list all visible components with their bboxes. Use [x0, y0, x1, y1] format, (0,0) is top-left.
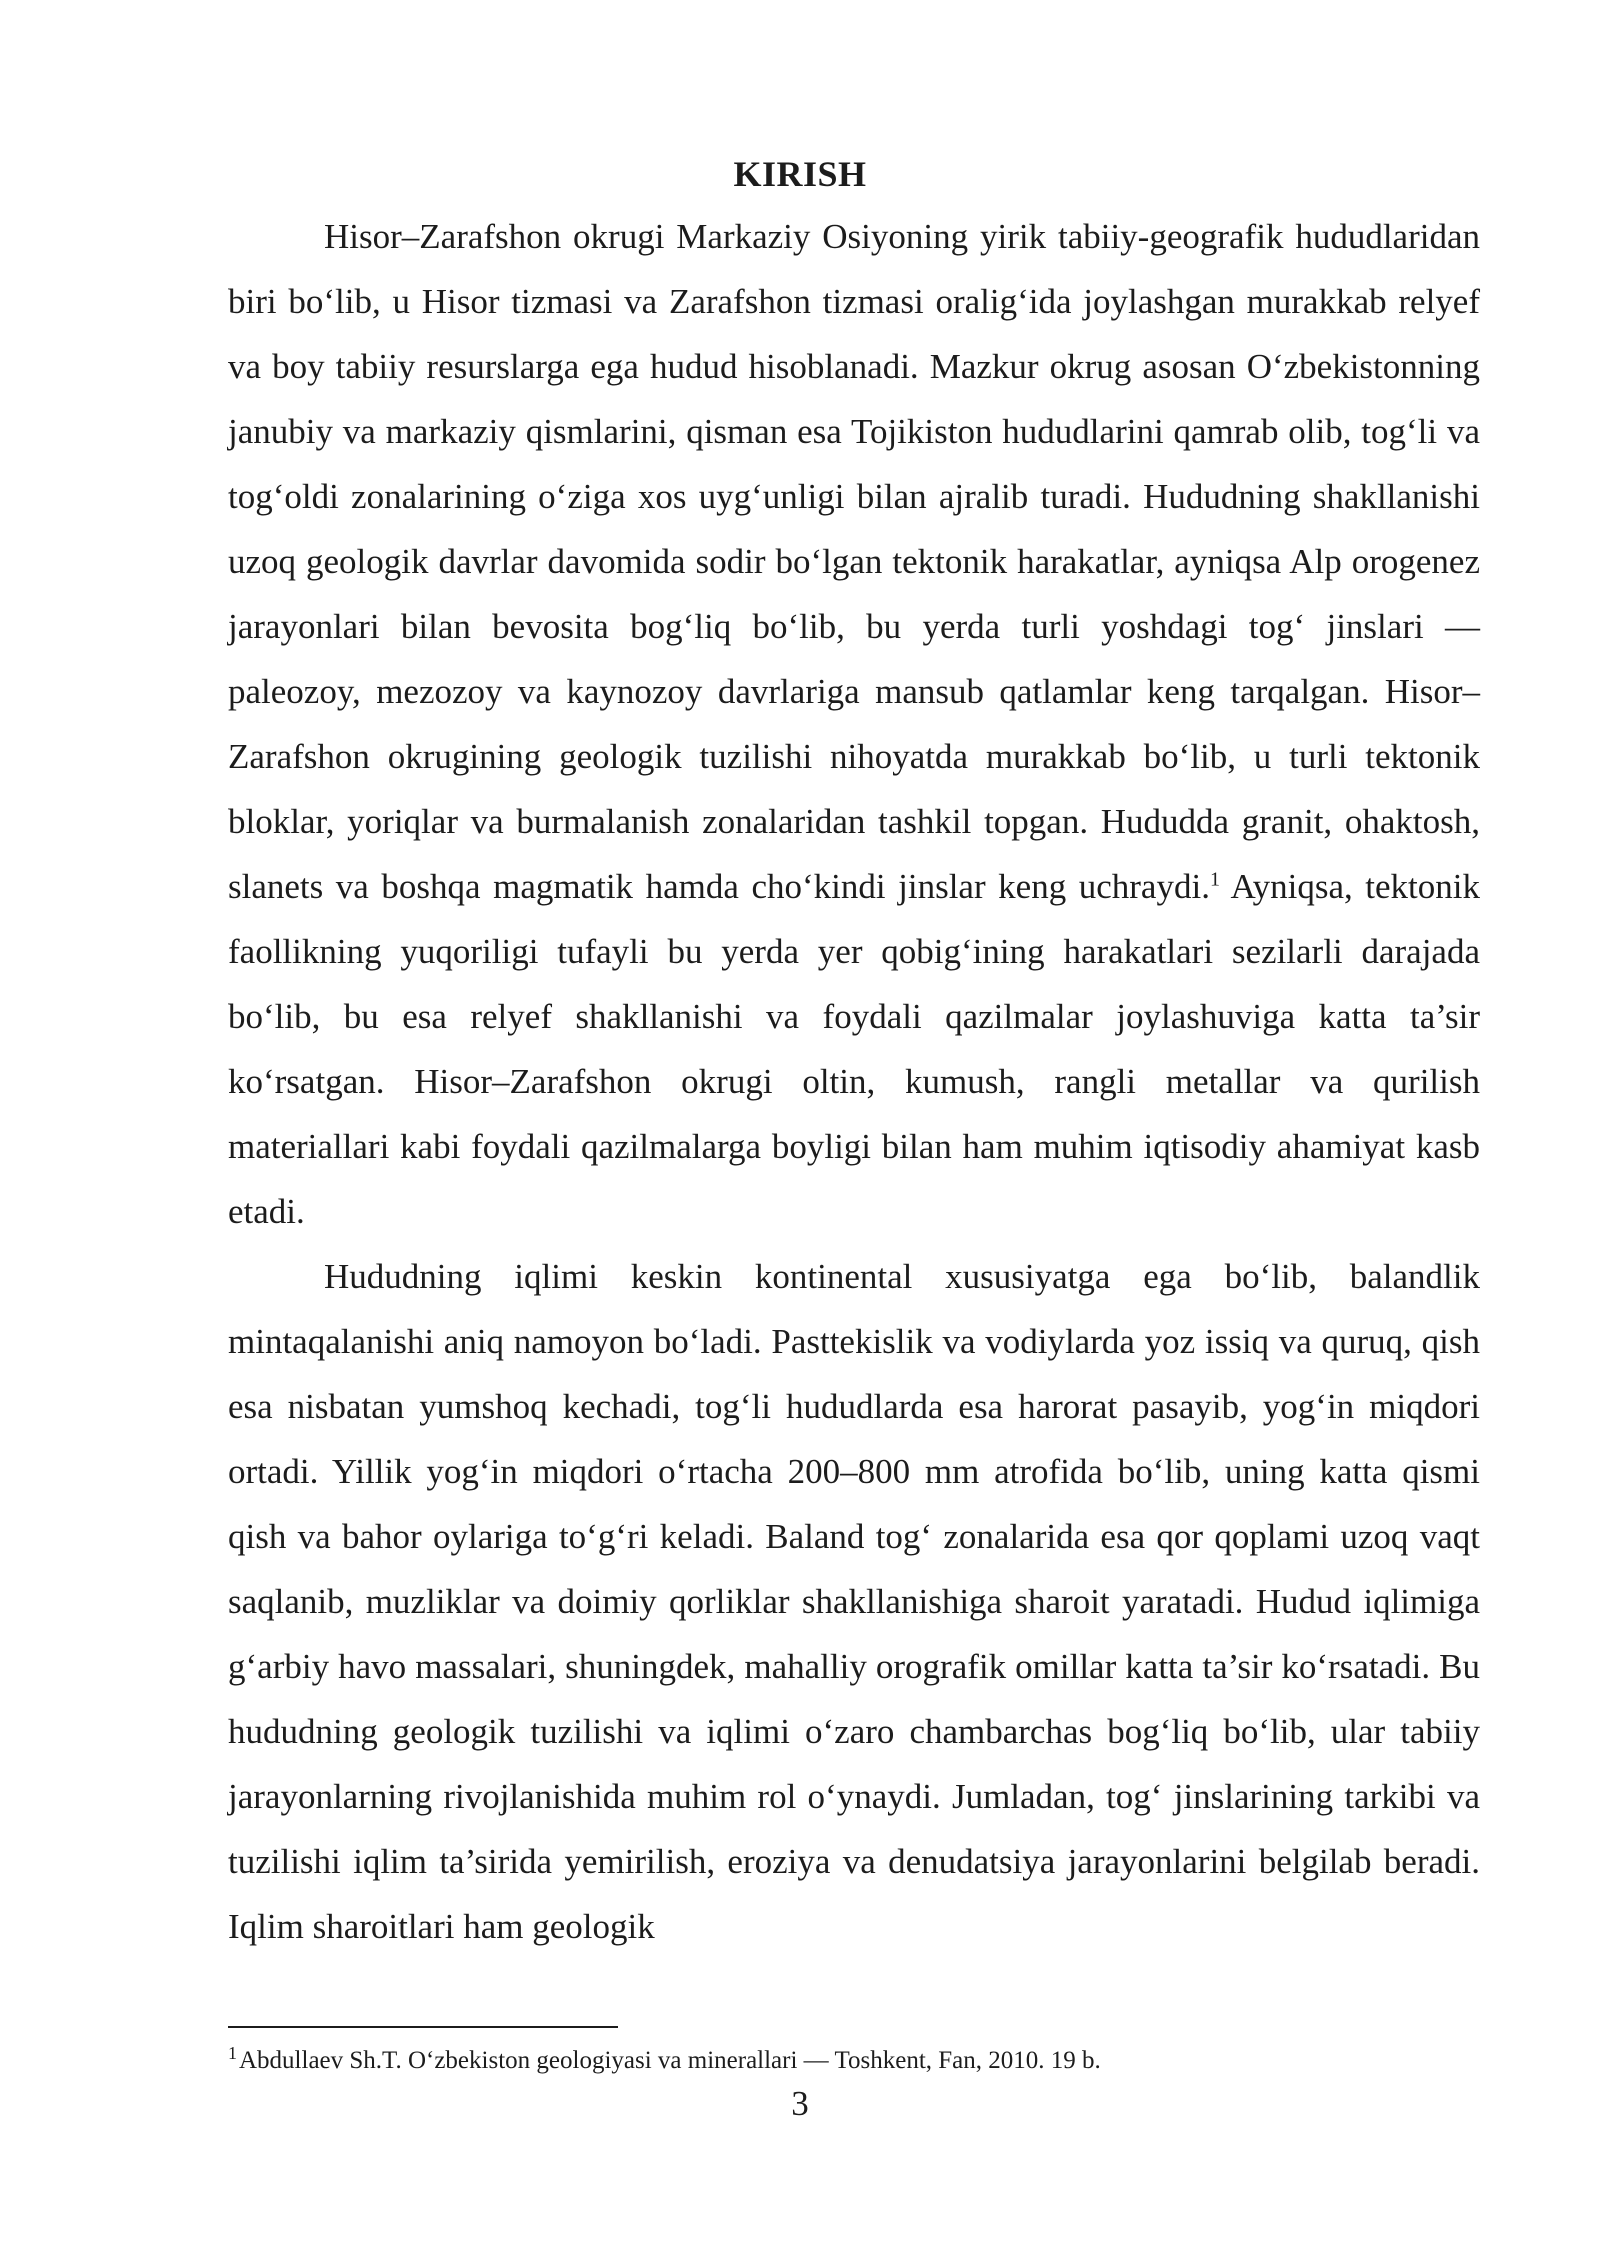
paragraph-1-text: Hisor–Zarafshon okrugi Markaziy Osiyoning yirik tabiiy-geografik hududlaridan biri bo‘lib, u Hisor tizmasi va Zarafshon tizmasi oralig‘ida joylashgan murakkab relyef va boy tabiiy resurslarga ega hudud hisoblanadi. Mazkur okrug asosan O‘zbekistonning janubiy va markaziy qismlarini, qisman esa Tojikiston hududlarini qamrab olib, tog‘li va tog‘oldi zonalarining o‘ziga xos uyg‘unligi bilan ajralib turadi. Hududning shakllanishi uzoq geologik davrlar davomida sodir bo‘lgan tektonik harakatlar, ayniqsa Alp orogenez jarayonlari bilan bevosita bog‘liq bo‘lib, bu yerda turli yoshdagi tog‘ jinslari — paleozoy, mezozoy va kaynozoy davrlariga mansub qatlamlar keng tarqalgan. Hisor–Zarafshon okrugining geologik tuzilishi nihoyatda murakkab bo‘lib, u turli tektonik bloklar, yoriqlar va burmalanish zonalaridan tashkil topgan. Hududda granit, ohaktosh, slanets va boshqa magmatik hamda cho‘kindi jinslar keng uchraydi.: [228, 217, 1480, 906]
footnote-text: Abdullaev Sh.T. O‘zbekiston geologiyasi va minerallari — Toshkent, Fan, 2010. 19 b.: [239, 2047, 1101, 2074]
paragraph-1: [228, 204, 1480, 1244]
footnote-reference[interactable]: 1: [1209, 868, 1220, 891]
footnote: [228, 2044, 1480, 2078]
footnote-mark: 1: [228, 2042, 237, 2063]
paragraph-2: Hududning iqlimi keskin kontinental xususiyatga ega bo‘lib, balandlik mintaqalanishi aniq namoyon bo‘ladi. Pasttekislik va vodiylarda yoz issiq va quruq, qish esa nisbatan yumshoq kechadi, tog‘li hududlarda esa harorat pasayib, yog‘in miqdori ortadi. Yillik yog‘in miqdori o‘rtacha 200–800 mm atrofida bo‘lib, uning katta qismi qish va bahor oylariga to‘g‘ri keladi. Baland tog‘ zonalarida esa qor qoplami uzoq vaqt saqlanib, muzliklar va doimiy qorliklar shakllanishiga sharoit yaratadi. Hudud iqlimiga g‘arbiy havo massalari, shuningdek, mahalliy orografik omillar katta ta’sir ko‘rsatadi. Bu hududning geologik tuzilishi va iqlimi o‘zaro chambarchas bog‘liq bo‘lib, ular tabiiy jarayonlarning rivojlanishida muhim rol o‘ynaydi. Jumladan, tog‘ jinslarining tarkibi va tuzilishi iqlim ta’sirida yemirilish, eroziya va denudatsiya jarayonlarini belgilab beradi. Iqlim sharoitlari ham geologik: [228, 1257, 1480, 1946]
body-text: [228, 204, 1480, 1959]
paragraph-1-continuation: Ayniqsa, tektonik faollikning yuqoriligi tufayli bu yerda yer qobig‘ining harakatlari sezilarli darajada bo‘lib, bu esa relyef shakllanishi va foydali qazilmalar joylashuviga katta ta’sir ko‘rsatgan. Hisor–Zarafshon okrugi oltin, kumush, rangli metallar va qurilish materiallari kabi foydali qazilmalarga boyligi bilan ham muhim iqtisodiy ahamiyat kasb etadi.: [228, 867, 1480, 1231]
section-heading: KIRISH: [733, 154, 867, 194]
page-number: 3: [791, 2084, 809, 2123]
footnote-separator: [228, 2026, 618, 2028]
